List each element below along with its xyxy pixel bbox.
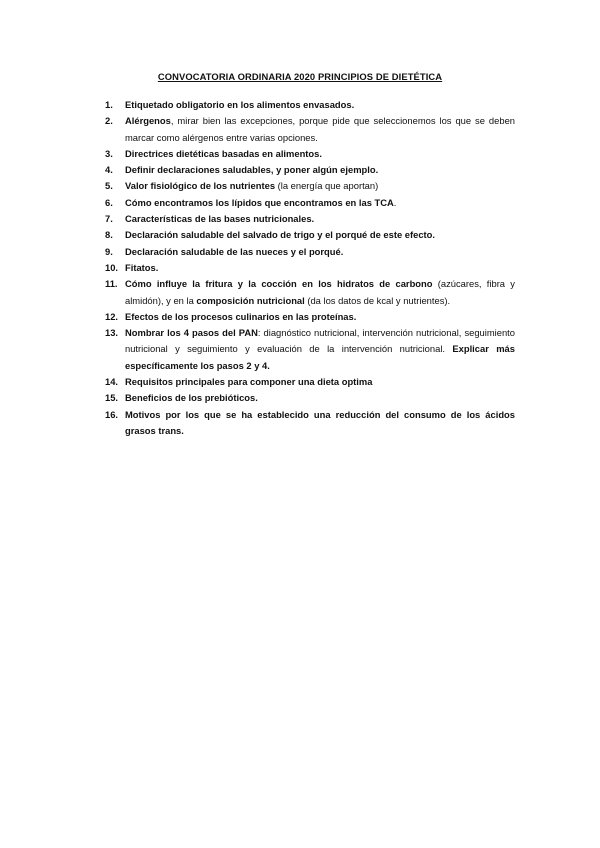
question-text [125,276,515,309]
question-text [125,244,515,260]
question-normal-text: , mirar bien las excepciones, porque pide que seleccionemos los que se deben marcar como alérgenos entre varias opciones. [125,115,515,143]
question-bold-text: Características de las bases nutricionales. [125,213,315,225]
question-bold-text: Explicar más específicamente los pasos 2 y 4. [125,343,515,371]
question-text [125,309,515,325]
question-item [105,227,515,243]
question-list [105,97,515,439]
question-bold-text: Efectos de los procesos culinarios en las proteínas. [125,310,357,322]
question-number: 9. [105,245,113,257]
question-number: 16. [105,408,119,420]
question-bold-text: Valor fisiológico de los nutrientes [125,180,276,192]
question-text [125,260,515,276]
question-text [125,146,515,162]
question-normal-text: . [393,196,397,208]
question-normal-text: (azúcares, fibra y almidón), y en la [125,278,515,306]
question-number: 1. [105,99,113,110]
document-title: CONVOCATORIA ORDINARIA 2020 PRINCIPIOS DE DIETÉTICA [157,71,443,82]
question-text [125,390,515,406]
question-text [125,325,515,374]
question-item [105,146,515,162]
question-number: 4. [105,164,113,176]
question-bold-text: Motivos por los que se ha establecido una reducción del consumo de los ácidos grasos trans. [125,408,515,436]
question-number: 3. [105,147,113,159]
question-bold-text: Nombrar los 4 pasos del PAN [125,327,258,339]
question-bold-text: Alérgenos [125,115,171,127]
question-number: 15. [105,392,119,404]
question-bold-text: Beneficios de los prebióticos. [125,392,258,404]
question-item [105,276,515,309]
question-number: 10. [105,261,119,273]
question-number: 6. [105,196,113,208]
question-bold-text: composición nutricional [196,294,305,306]
question-item [105,162,515,178]
question-bold-text: Fitatos. [125,261,159,273]
question-number: 13. [105,327,119,339]
question-normal-text: : diagnóstico nutricional, intervención nutricional, seguimiento nutricional y seguimiento y evaluación de la intervención nutricional. [125,327,515,355]
question-item [105,260,515,276]
question-item [105,244,515,260]
question-text [125,195,515,211]
question-item [105,113,515,146]
question-bold-text: Cómo encontramos los lípidos que encontramos en las TCA [125,196,394,208]
question-text [125,97,515,113]
question-normal-text: (da los datos de kcal y nutrientes). [304,294,451,306]
question-bold-text: Declaración saludable de las nueces y el porqué. [125,245,344,257]
question-number: 14. [105,376,119,388]
question-bold-text: Cómo influye la fritura y la cocción en los hidratos de carbono [125,278,433,290]
question-text [125,178,515,194]
question-item [105,211,515,227]
question-text [125,211,515,227]
question-number: 11. [105,278,118,290]
question-number: 12. [105,310,119,322]
question-item [105,309,515,325]
question-number: 7. [105,213,113,225]
question-item [105,407,515,440]
question-normal-text: (la energía que aportan) [275,180,379,192]
question-number: 8. [105,229,113,241]
question-bold-text: Requisitos principales para componer una dieta optima [125,376,373,388]
question-text [125,374,515,390]
question-bold-text: Declaración saludable del salvado de trigo y el porqué de este efecto. [125,229,435,241]
question-text [125,227,515,243]
question-number: 5. [105,180,113,192]
question-item [105,178,515,194]
question-bold-text: Directrices dietéticas basadas en alimentos. [125,147,322,159]
question-text [125,407,515,440]
question-number: 2. [105,115,113,127]
question-item [105,97,515,113]
question-text [125,162,515,178]
question-item [105,390,515,406]
question-item [105,195,515,211]
question-item [105,374,515,390]
question-bold-text: Definir declaraciones saludables, y poner algún ejemplo. [125,164,379,176]
question-bold-text: Etiquetado obligatorio en los alimentos envasados. [125,99,355,110]
question-text [125,113,515,146]
question-item [105,325,515,374]
